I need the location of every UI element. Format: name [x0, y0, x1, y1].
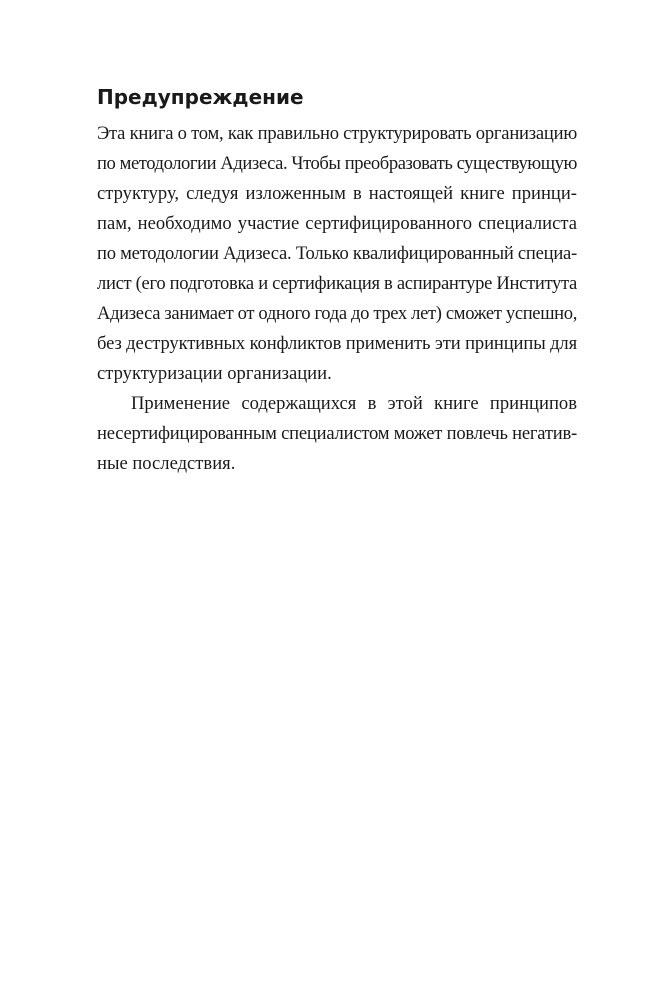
text-line: по методологии Адизеса. Только квалифицированный специа-	[97, 243, 577, 264]
text-line: пам, необходимо участие сертифицированного специалиста	[97, 213, 577, 234]
text-line: структуру, следуя изложенным в настоящей книге принци-	[97, 183, 577, 204]
text-line: Адизеса занимает от одного года до трех лет) сможет успешно,	[97, 303, 577, 324]
text-line: Применение содержащихся в этой книге принципов	[131, 393, 577, 414]
text-line: без деструктивных конфликтов применить эти принципы для	[97, 333, 577, 354]
page-heading: Предупреждение	[97, 85, 304, 109]
text-line: лист (его подготовка и сертификация в аспирантуре Института	[97, 273, 577, 294]
text-line: Эта книга о том, как правильно структурировать организацию	[97, 123, 577, 144]
text-line: по методологии Адизеса. Чтобы преобразовать существующую	[97, 153, 577, 174]
text-line: несертифицированным специалистом может повлечь негатив-	[97, 423, 577, 444]
text-line: ные последствия.	[97, 453, 236, 474]
paragraph-2	[97, 389, 577, 479]
body-text	[97, 119, 577, 479]
paragraph-1	[97, 119, 577, 389]
text-line: структуризации организации.	[97, 363, 332, 384]
